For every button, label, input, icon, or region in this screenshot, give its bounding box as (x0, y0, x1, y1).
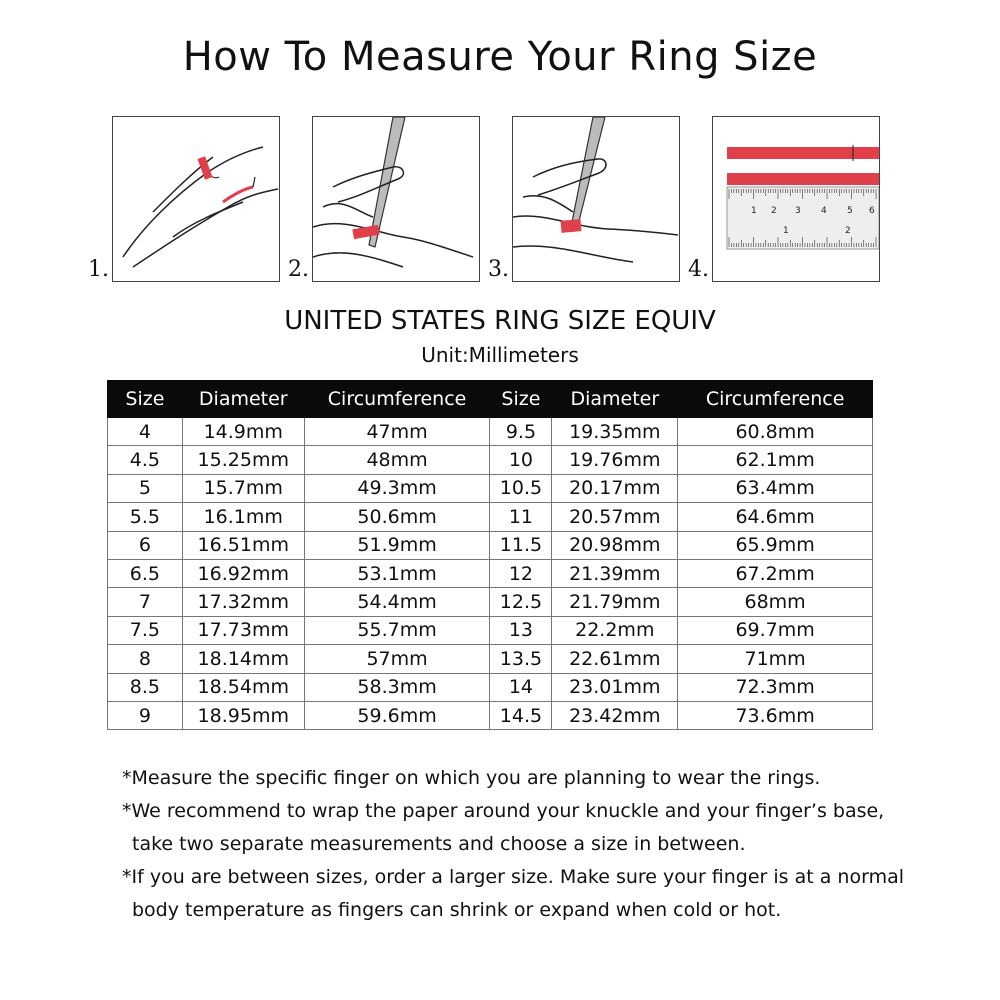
table-cell: 57mm (304, 645, 490, 673)
ruler-tick-label: 1 (783, 226, 789, 236)
table-cell: 9.5 (490, 418, 552, 446)
table-row (108, 645, 873, 673)
column-header: Circumference (304, 381, 490, 418)
table-cell: 60.8mm (678, 418, 873, 446)
page-title: How To Measure Your Ring Size (182, 34, 818, 80)
table-row (108, 588, 873, 616)
table-cell: 16.1mm (182, 503, 304, 531)
table-cell: 19.35mm (552, 418, 678, 446)
table-cell: 22.2mm (552, 616, 678, 644)
table-cell: 10 (490, 446, 552, 474)
ruler-tick-label: 5 (847, 206, 853, 216)
table-row (108, 531, 873, 559)
table-cell: 15.7mm (182, 474, 304, 502)
table-cell: 7 (108, 588, 183, 616)
column-header: Size (490, 381, 552, 418)
table-header-row (108, 381, 873, 418)
table-cell: 8 (108, 645, 183, 673)
table-cell: 50.6mm (304, 503, 490, 531)
table-cell: 65.9mm (678, 531, 873, 559)
table-cell: 16.51mm (182, 531, 304, 559)
table-cell: 54.4mm (304, 588, 490, 616)
table-cell: 23.01mm (552, 673, 678, 701)
ruler-tick-label: 6 (869, 206, 875, 216)
table-cell: 9 (108, 701, 183, 729)
table-cell: 58.3mm (304, 673, 490, 701)
note-recommend-wrap-cont: take two separate measurements and choose a size in between. (132, 833, 746, 855)
pen-marking-icon (312, 116, 480, 282)
ruler-tick-label: 3 (795, 206, 801, 216)
table-cell: 22.61mm (552, 645, 678, 673)
table-cell: 68mm (678, 588, 873, 616)
note-measure-finger: *Measure the specific finger on which you are planning to wear the rings. (122, 767, 821, 789)
table-row (108, 559, 873, 587)
note-between-sizes-cont: body temperature as fingers can shrink or expand when cold or hot. (132, 899, 782, 921)
table-cell: 20.17mm (552, 474, 678, 502)
notes (122, 762, 962, 927)
ruler-measure-icon (712, 116, 880, 282)
table-cell: 18.95mm (182, 701, 304, 729)
table-cell: 18.54mm (182, 673, 304, 701)
table-cell: 59.6mm (304, 701, 490, 729)
table-cell: 10.5 (490, 474, 552, 502)
table-cell: 13 (490, 616, 552, 644)
table-cell: 18.14mm (182, 645, 304, 673)
table-row (108, 474, 873, 502)
ruler-tick-label: 2 (771, 206, 777, 216)
table-cell: 7.5 (108, 616, 183, 644)
table-cell: 20.98mm (552, 531, 678, 559)
table-cell: 5 (108, 474, 183, 502)
table-cell: 17.73mm (182, 616, 304, 644)
table-cell: 73.6mm (678, 701, 873, 729)
table-cell: 62.1mm (678, 446, 873, 474)
column-header: Diameter (182, 381, 304, 418)
table-cell: 14.9mm (182, 418, 304, 446)
table-cell: 4 (108, 418, 183, 446)
table-cell: 67.2mm (678, 559, 873, 587)
table-heading: UNITED STATES RING SIZE EQUIV (284, 306, 716, 336)
step-2 (288, 116, 508, 282)
table-cell: 48mm (304, 446, 490, 474)
note-between-sizes: *If you are between sizes, order a larger size. Make sure your finger is at a normal (122, 866, 905, 888)
table-row (108, 701, 873, 729)
table-cell: 49.3mm (304, 474, 490, 502)
table-cell: 71mm (678, 645, 873, 673)
table-cell: 11.5 (490, 531, 552, 559)
table-cell: 17.32mm (182, 588, 304, 616)
measurement-steps (84, 116, 884, 286)
ruler-tick-label: 1 (751, 206, 757, 216)
table-cell: 55.7mm (304, 616, 490, 644)
table-cell: 63.4mm (678, 474, 873, 502)
table-cell: 14.5 (490, 701, 552, 729)
column-header: Diameter (552, 381, 678, 418)
step-4 (688, 116, 908, 282)
table-cell: 12.5 (490, 588, 552, 616)
table-cell: 21.39mm (552, 559, 678, 587)
table-cell: 12 (490, 559, 552, 587)
step-number: 2. (288, 257, 309, 282)
ruler-tick-label: 4 (821, 206, 827, 216)
unit-label: Unit:Millimeters (421, 343, 579, 367)
table-cell: 5.5 (108, 503, 183, 531)
step-number: 3. (488, 257, 509, 282)
table-row (108, 446, 873, 474)
table-cell: 6.5 (108, 559, 183, 587)
table-cell: 23.42mm (552, 701, 678, 729)
step-1 (88, 116, 308, 282)
table-cell: 47mm (304, 418, 490, 446)
column-header: Circumference (678, 381, 873, 418)
table-cell: 8.5 (108, 673, 183, 701)
hand-wrap-icon (112, 116, 280, 282)
table-row (108, 503, 873, 531)
ruler-tick-label: 2 (845, 226, 851, 236)
table-cell: 72.3mm (678, 673, 873, 701)
table-cell: 15.25mm (182, 446, 304, 474)
table-row (108, 673, 873, 701)
table-cell: 20.57mm (552, 503, 678, 531)
ring-size-table (107, 380, 873, 730)
note-recommend-wrap: *We recommend to wrap the paper around your knuckle and your finger’s base, (122, 800, 885, 822)
table-row (108, 418, 873, 446)
table-cell: 16.92mm (182, 559, 304, 587)
table-cell: 51.9mm (304, 531, 490, 559)
table-cell: 21.79mm (552, 588, 678, 616)
table-cell: 53.1mm (304, 559, 490, 587)
table-cell: 6 (108, 531, 183, 559)
table-cell: 13.5 (490, 645, 552, 673)
step-number: 4. (688, 257, 709, 282)
table-cell: 69.7mm (678, 616, 873, 644)
table-cell: 11 (490, 503, 552, 531)
table-row (108, 616, 873, 644)
table-cell: 64.6mm (678, 503, 873, 531)
table-cell: 19.76mm (552, 446, 678, 474)
table-cell: 14 (490, 673, 552, 701)
step-number: 1. (88, 257, 109, 282)
step-3 (488, 116, 708, 282)
pen-marking-icon (512, 116, 680, 282)
column-header: Size (108, 381, 183, 418)
table-cell: 4.5 (108, 446, 183, 474)
